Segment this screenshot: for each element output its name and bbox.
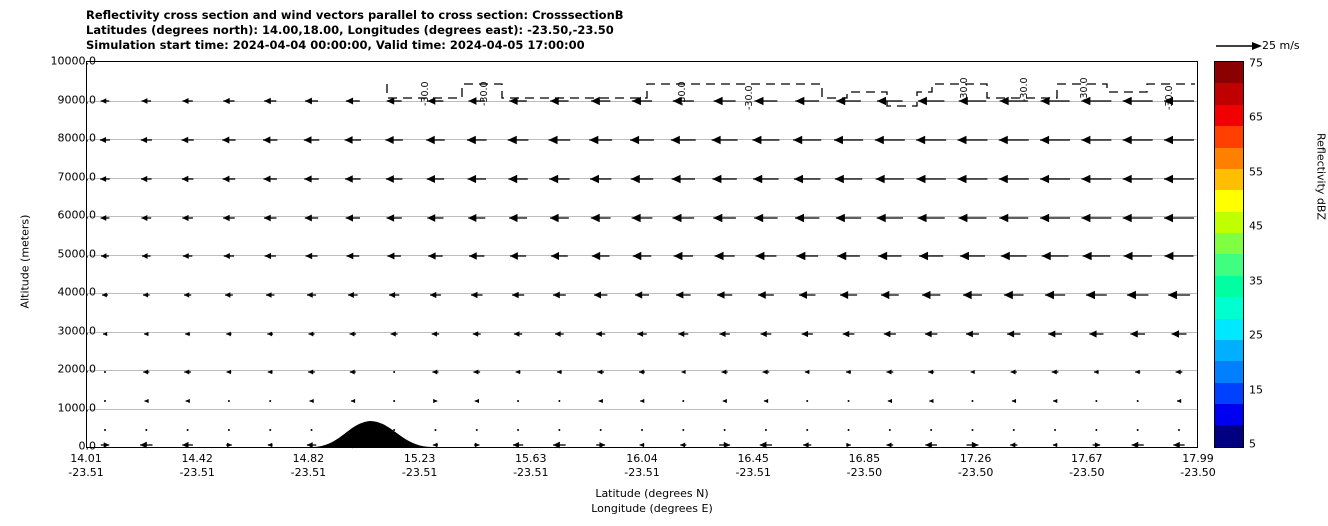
y-axis-tick-label: 1000.0 xyxy=(57,401,96,414)
colorbar-segment xyxy=(1215,361,1243,382)
y-axis-tick-label: 2000.0 xyxy=(57,362,96,376)
x-axis-tick-label xyxy=(847,452,882,480)
svg-text:-30.0: -30.0 xyxy=(420,81,431,106)
x-tick-lon: -23.50 xyxy=(1069,466,1105,479)
x-tick-lat: 14.42 xyxy=(181,452,213,465)
colorbar-segment xyxy=(1215,254,1243,275)
colorbar-segment xyxy=(1215,297,1243,318)
x-tick-lat: 16.45 xyxy=(737,452,769,465)
colorbar-segment xyxy=(1215,212,1243,233)
x-axis-tick-label xyxy=(402,452,437,480)
svg-text:-30.0: -30.0 xyxy=(744,85,755,110)
terrain-silhouette xyxy=(312,419,432,447)
colorbar-segment xyxy=(1215,383,1243,404)
x-tick-lat: 14.01 xyxy=(70,452,102,465)
x-axis-tick-label xyxy=(1069,452,1104,480)
colorbar-segment xyxy=(1215,62,1243,83)
reference-wind-vector xyxy=(1214,36,1304,56)
x-axis-tick-label xyxy=(291,452,326,480)
title-line-2: Latitudes (degrees north): 14.00,18.00, Longitudes (degrees east): -23.50,-23.50 xyxy=(86,23,614,37)
svg-text:-30.0: -30.0 xyxy=(677,81,688,106)
title-line-1: Reflectivity cross section and wind vectors parallel to cross section: CrosssectionB xyxy=(86,8,624,22)
x-tick-lat: 14.82 xyxy=(292,452,325,465)
x-tick-lat: 15.63 xyxy=(515,452,547,465)
x-tick-lon: -23.50 xyxy=(1180,466,1216,479)
y-axis-tick-label: 8000.0 xyxy=(57,131,96,145)
colorbar-segment xyxy=(1215,190,1243,211)
colorbar-segment xyxy=(1215,319,1243,340)
reference-vector-label: 25 m/s xyxy=(1262,39,1300,52)
colorbar-segment xyxy=(1215,425,1243,446)
colorbar-segment xyxy=(1215,340,1243,361)
x-tick-lon: -23.51 xyxy=(401,466,438,479)
y-axis-tick-label: 7000.0 xyxy=(57,170,96,183)
colorbar-segment xyxy=(1215,276,1243,297)
colorbar-segment xyxy=(1215,126,1243,147)
x-axis-label-secondary: Longitude (degrees E) xyxy=(591,502,713,515)
svg-text:-30.0: -30.0 xyxy=(1019,77,1030,102)
title-line-3: Simulation start time: 2024-04-04 00:00:00, Valid time: 2024-04-05 17:00:00 xyxy=(86,38,585,52)
x-tick-lat: 16.04 xyxy=(626,452,658,465)
x-tick-lon: -23.51 xyxy=(624,466,660,479)
colorbar-tick-label: 55 xyxy=(1249,165,1263,179)
colorbar xyxy=(1214,61,1244,448)
colorbar-tick-label: 35 xyxy=(1249,274,1263,288)
colorbar-segment xyxy=(1215,105,1243,126)
x-axis-tick-label xyxy=(179,452,214,480)
x-tick-lon: -23.51 xyxy=(179,466,215,479)
colorbar-segment xyxy=(1215,83,1243,104)
y-axis-tick-label: 10000.0 xyxy=(50,54,96,68)
x-axis-tick-label xyxy=(958,452,993,480)
x-tick-lon: -23.50 xyxy=(957,466,994,479)
x-axis-tick-label xyxy=(68,452,103,480)
colorbar-tick-label: 75 xyxy=(1249,56,1263,70)
colorbar-segment xyxy=(1215,404,1243,425)
y-axis-tick-label: 9000.0 xyxy=(57,93,96,106)
x-tick-lon: -23.51 xyxy=(735,466,771,479)
x-axis-tick-label xyxy=(735,452,770,480)
y-axis-tick-label: 6000.0 xyxy=(57,208,96,222)
contour-overlay xyxy=(87,62,1197,447)
colorbar-label: Reflectivity dBZ xyxy=(1314,133,1328,220)
svg-text:-30.0: -30.0 xyxy=(959,77,970,102)
colorbar-tick-label: 45 xyxy=(1249,219,1263,233)
x-tick-lat: 17.67 xyxy=(1071,452,1103,465)
y-axis-tick-label: 0.0 xyxy=(78,439,96,453)
colorbar-tick-label: 65 xyxy=(1249,110,1263,124)
plot-area xyxy=(86,61,1198,448)
colorbar-segment xyxy=(1215,148,1243,169)
y-axis-tick-label: 5000.0 xyxy=(57,247,96,260)
x-axis-tick-label xyxy=(1180,452,1215,480)
x-tick-lat: 17.26 xyxy=(959,452,992,465)
x-tick-lat: 16.85 xyxy=(848,452,881,465)
svg-text:-30.0: -30.0 xyxy=(1164,85,1175,110)
x-axis-label: Latitude (degrees N) xyxy=(595,487,709,500)
x-tick-lat: 15.23 xyxy=(403,452,436,465)
chart-title xyxy=(86,8,624,53)
y-axis-tick-label: 3000.0 xyxy=(57,324,96,337)
x-tick-lon: -23.51 xyxy=(68,466,104,479)
x-axis-tick-label xyxy=(513,452,548,480)
contour-labels xyxy=(420,77,1175,110)
svg-text:-30.0: -30.0 xyxy=(1079,77,1090,102)
x-tick-lon: -23.50 xyxy=(846,466,883,479)
colorbar-tick-label: 25 xyxy=(1249,328,1263,342)
colorbar-segment xyxy=(1215,233,1243,254)
colorbar-tick-label: 15 xyxy=(1249,383,1263,397)
colorbar-tick-label: 5 xyxy=(1249,437,1256,451)
colorbar-segment xyxy=(1215,169,1243,190)
x-axis-tick-label xyxy=(624,452,659,480)
reference-arrow-icon xyxy=(1214,36,1264,56)
svg-text:-30.0: -30.0 xyxy=(479,81,490,106)
x-tick-lon: -23.51 xyxy=(513,466,549,479)
x-tick-lat: 17.99 xyxy=(1182,452,1214,465)
x-tick-lon: -23.51 xyxy=(290,466,327,479)
y-axis-tick-label: 4000.0 xyxy=(57,285,96,299)
y-axis-label: Altitude (meters) xyxy=(18,214,32,309)
